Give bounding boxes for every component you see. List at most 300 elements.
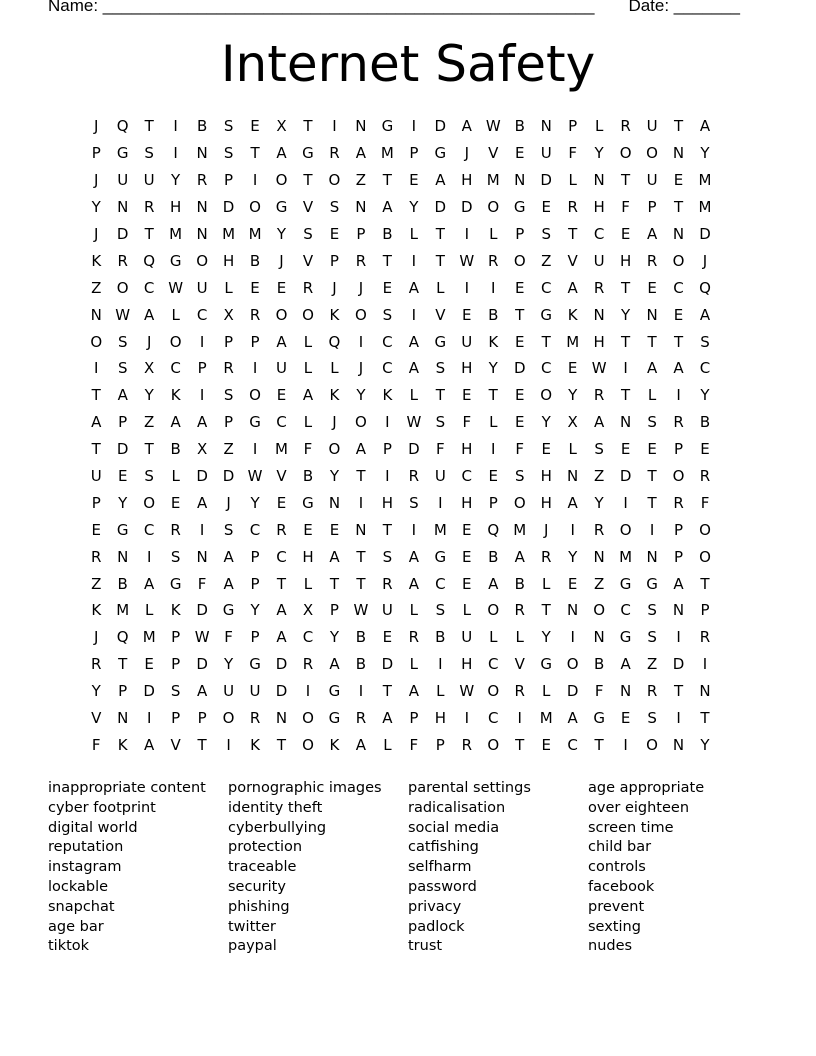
grid-letter: R (699, 467, 711, 486)
grid-letter: P (250, 574, 260, 593)
grid-letter: Z (594, 574, 605, 593)
grid-letter: G (169, 574, 182, 593)
grid-letter: I (252, 171, 258, 190)
grid-letter: M (248, 225, 262, 243)
grid-letter: K (170, 386, 181, 405)
grid-letter: F (409, 735, 419, 754)
grid-letter: M (619, 547, 633, 566)
grid-letter: N (646, 547, 658, 566)
grid-letter: G (619, 628, 632, 647)
grid-letter: O (302, 735, 314, 754)
grid-letter: E (250, 278, 260, 297)
grid-letter: Z (594, 467, 605, 486)
grid-letter: R (620, 117, 631, 136)
grid-letter: T (435, 386, 445, 405)
grid-letter: E (620, 225, 631, 243)
grid-letter: R (540, 547, 552, 566)
grid-letter: N (593, 547, 605, 566)
grid-letter: N (514, 171, 526, 190)
grid-letter: C (567, 735, 578, 754)
grid-letter: A (408, 682, 419, 701)
grid-letter: E (488, 467, 498, 486)
grid-letter: K (329, 305, 340, 324)
grid-letter: P (224, 332, 234, 351)
grid-letter: I (623, 493, 628, 512)
grid-letter: I (517, 709, 522, 728)
grid-letter: R (143, 198, 155, 217)
grid-letter: O (619, 144, 632, 163)
grid-letter: H (461, 440, 473, 459)
grid-letter: A (276, 628, 287, 647)
word-list-item: reputation (48, 839, 124, 856)
grid-letter: U (196, 278, 208, 297)
grid-letter: Y (700, 386, 710, 405)
word-search-grid (83, 113, 745, 758)
word-list-item: cyber footprint (48, 799, 156, 816)
grid-letter: Z (223, 440, 234, 459)
grid-letter: I (676, 386, 681, 405)
grid-letter: E (514, 332, 525, 351)
grid-letter: B (355, 655, 367, 674)
grid-letter: I (491, 440, 496, 459)
grid-letter: Q (116, 628, 129, 647)
grid-letter: C (276, 547, 287, 566)
grid-letter: P (515, 225, 525, 243)
word-list-item: pornographic images (228, 780, 382, 796)
grid-letter: Z (144, 413, 155, 432)
grid-letter: T (621, 278, 631, 297)
grid-letter: A (408, 574, 419, 593)
word-column (48, 779, 228, 957)
grid-letter: A (673, 359, 684, 378)
grid-letter: Y (409, 198, 419, 217)
grid-letter: I (570, 520, 575, 539)
grid-letter: I (385, 467, 390, 486)
grid-letter: H (540, 493, 552, 512)
grid-letter: O (487, 601, 500, 620)
grid-letter: L (303, 413, 313, 432)
grid-letter: Y (594, 144, 604, 163)
grid-letter: I (173, 117, 178, 136)
grid-letter: H (170, 198, 182, 217)
grid-letter: U (646, 171, 658, 190)
grid-letter: B (699, 413, 711, 432)
grid-letter: P (488, 493, 498, 512)
grid-letter: F (621, 198, 630, 217)
grid-letter: C (170, 359, 181, 378)
grid-letter: O (619, 520, 632, 539)
grid-letter: H (593, 198, 605, 217)
grid-letter: E (382, 278, 393, 297)
grid-letter: S (382, 305, 393, 324)
word-list-item: tiktok (48, 938, 90, 955)
grid-letter: E (462, 574, 472, 593)
grid-letter: U (646, 117, 658, 136)
grid-letter: M (142, 628, 156, 647)
grid-letter: H (461, 493, 473, 512)
grid-letter: A (514, 547, 525, 566)
grid-letter: Z (91, 278, 102, 297)
grid-letter: Y (118, 493, 128, 512)
grid-letter: J (94, 171, 99, 190)
grid-row (83, 274, 745, 301)
grid-letter: C (620, 601, 631, 620)
grid-letter: C (302, 628, 314, 647)
grid-letter: L (489, 628, 498, 647)
grid-letter: N (619, 682, 632, 701)
grid-letter: R (382, 574, 393, 593)
grid-letter: M (539, 709, 553, 728)
grid-letter: I (702, 655, 708, 674)
grid-letter: O (672, 467, 685, 486)
grid-letter: E (382, 628, 393, 647)
grid-row (83, 355, 745, 382)
grid-letter: G (116, 520, 129, 539)
grid-letter: O (169, 332, 182, 351)
grid-row (83, 409, 745, 436)
grid-letter: O (355, 413, 367, 432)
grid-letter: D (222, 467, 235, 486)
grid-letter: K (250, 735, 260, 754)
grid-letter: N (593, 171, 605, 190)
grid-letter: Y (276, 225, 287, 243)
grid-letter: I (676, 709, 681, 728)
grid-letter: N (117, 198, 129, 217)
grid-letter: K (329, 735, 340, 754)
grid-letter: S (223, 117, 234, 136)
grid-letter: M (486, 171, 500, 190)
grid-letter: W (485, 117, 501, 136)
grid-letter: S (303, 225, 313, 243)
grid-letter: Y (356, 386, 366, 405)
grid-letter: D (619, 467, 632, 486)
grid-letter: A (567, 709, 578, 728)
grid-letter: X (144, 359, 155, 378)
grid-letter: C (382, 332, 393, 351)
grid-letter: N (672, 144, 685, 163)
grid-letter: D (116, 440, 129, 459)
grid-letter: U (249, 682, 261, 701)
grid-letter: G (540, 655, 553, 674)
grid-letter: A (408, 547, 419, 566)
grid-letter: V (302, 251, 314, 270)
grid-letter: P (171, 628, 181, 647)
grid-letter: R (514, 601, 525, 620)
grid-letter: E (514, 144, 525, 163)
grid-letter: R (593, 520, 605, 539)
grid-letter: P (171, 655, 181, 674)
grid-letter: Y (171, 171, 181, 190)
grid-letter: X (302, 601, 314, 620)
grid-letter: R (461, 735, 473, 754)
grid-letter: P (674, 547, 684, 566)
grid-letter: C (143, 520, 155, 539)
word-list-item: snapchat (48, 898, 115, 915)
grid-letter: I (358, 682, 364, 701)
grid-letter: H (222, 251, 235, 270)
grid-letter: G (540, 305, 553, 324)
grid-letter: I (491, 278, 496, 297)
grid-letter: Y (91, 682, 101, 701)
grid-letter: E (514, 386, 525, 405)
word-list-item: sexting (588, 918, 641, 935)
grid-letter: M (698, 171, 712, 190)
grid-letter: A (488, 574, 499, 593)
grid-letter: Y (541, 413, 551, 432)
grid-letter: N (567, 467, 579, 486)
grid-letter: T (673, 682, 684, 701)
grid-letter: I (623, 359, 628, 378)
grid-letter: N (328, 493, 341, 512)
grid-letter: I (623, 735, 628, 754)
grid-letter: A (276, 601, 287, 620)
grid-letter: A (355, 735, 367, 754)
grid-letter: R (196, 171, 208, 190)
grid-letter: F (568, 144, 577, 163)
grid-letter: U (540, 144, 552, 163)
grid-letter: U (143, 171, 155, 190)
grid-letter: T (144, 117, 154, 136)
grid-letter: T (621, 332, 631, 351)
grid-letter: G (222, 601, 235, 620)
grid-letter: I (332, 117, 337, 136)
grid-letter: I (358, 332, 364, 351)
grid-letter: A (646, 225, 658, 243)
word-list-item: security (228, 878, 286, 895)
grid-letter: L (303, 332, 313, 351)
grid-letter: Y (568, 547, 578, 566)
grid-letter: O (249, 386, 261, 405)
grid-letter: R (593, 278, 605, 297)
grid-letter: A (329, 655, 340, 674)
word-list-item: password (408, 878, 477, 895)
grid-letter: E (409, 171, 419, 190)
grid-letter: P (118, 413, 128, 432)
grid-letter: T (91, 386, 101, 405)
grid-letter: R (249, 709, 261, 728)
grid-letter: J (94, 628, 99, 647)
grid-letter: P (197, 709, 207, 728)
grid-letter: T (621, 386, 631, 405)
grid-letter: R (488, 251, 499, 270)
grid-letter: O (143, 493, 156, 512)
grid-letter: P (197, 359, 207, 378)
grid-letter: E (250, 117, 260, 136)
grid-letter: W (247, 467, 263, 486)
grid-letter: K (91, 601, 102, 620)
word-list-item: age bar (48, 918, 104, 935)
grid-letter: S (541, 225, 551, 243)
grid-letter: S (170, 547, 181, 566)
grid-letter: O (196, 251, 209, 270)
grid-letter: T (435, 225, 445, 243)
grid-letter: R (302, 278, 314, 297)
grid-letter: N (540, 117, 552, 136)
grid-letter: T (515, 735, 525, 754)
grid-letter: W (459, 251, 475, 270)
grid-letter: G (619, 574, 632, 593)
grid-letter: L (171, 305, 180, 324)
grid-letter: H (540, 467, 552, 486)
grid-letter: E (700, 440, 710, 459)
grid-letter: A (117, 386, 128, 405)
grid-letter: O (699, 520, 711, 539)
grid-letter: N (196, 547, 208, 566)
grid-letter: W (168, 278, 184, 297)
grid-letter: H (461, 655, 473, 674)
grid-letter: S (514, 467, 525, 486)
grid-row (83, 113, 745, 140)
grid-letter: Y (621, 305, 631, 324)
grid-letter: S (435, 359, 446, 378)
grid-letter: A (91, 413, 102, 432)
grid-letter: I (464, 278, 470, 297)
grid-letter: D (699, 225, 711, 243)
grid-letter: D (222, 198, 235, 217)
grid-letter: T (673, 117, 684, 136)
grid-letter: D (196, 601, 208, 620)
grid-letter: D (143, 682, 155, 701)
grid-letter: J (464, 144, 470, 163)
grid-letter: S (382, 547, 393, 566)
grid-letter: P (435, 735, 445, 754)
grid-letter: E (144, 655, 154, 674)
grid-letter: P (118, 682, 128, 701)
grid-letter: O (355, 305, 367, 324)
grid-letter: T (382, 171, 392, 190)
grid-letter: Z (91, 574, 102, 593)
grid-letter: G (646, 574, 658, 593)
grid-letter: E (673, 171, 684, 190)
grid-letter: T (276, 574, 287, 593)
grid-letter: A (196, 493, 208, 512)
grid-letter: E (329, 225, 340, 243)
grid-letter: I (226, 735, 231, 754)
grid-letter: N (275, 709, 288, 728)
grid-letter: T (276, 735, 287, 754)
grid-letter: T (647, 467, 657, 486)
grid-letter: T (356, 547, 366, 566)
grid-letter: Y (700, 735, 710, 754)
grid-letter: Y (700, 144, 710, 163)
grid-letter: N (196, 198, 208, 217)
grid-letter: G (116, 144, 129, 163)
grid-letter: R (673, 413, 684, 432)
grid-letter: I (411, 251, 417, 270)
grid-letter: I (385, 413, 390, 432)
grid-letter: O (487, 735, 500, 754)
grid-letter: C (593, 225, 605, 243)
grid-letter: T (700, 574, 710, 593)
grid-letter: L (409, 601, 419, 620)
grid-letter: A (620, 655, 631, 674)
grid-letter: L (647, 386, 657, 405)
grid-letter: E (91, 520, 101, 539)
grid-letter: E (462, 520, 472, 539)
grid-row (83, 194, 745, 221)
grid-letter: W (406, 413, 422, 432)
word-list-item: cyberbullying (228, 819, 327, 836)
grid-letter: P (171, 709, 181, 728)
grid-letter: P (329, 251, 339, 270)
grid-letter: A (276, 144, 287, 163)
grid-letter: S (144, 467, 154, 486)
grid-letter: L (489, 225, 498, 243)
grid-letter: L (542, 682, 551, 701)
grid-letter: A (699, 305, 711, 324)
grid-letter: Y (250, 493, 260, 512)
grid-letter: A (646, 359, 658, 378)
grid-letter: P (674, 520, 684, 539)
grid-letter: O (593, 601, 606, 620)
grid-letter: R (408, 628, 420, 647)
word-list-item: age appropriate (588, 780, 705, 796)
grid-letter: O (487, 682, 500, 701)
grid-letter: A (408, 278, 419, 297)
word-list-item: social media (408, 819, 500, 836)
grid-letter: B (435, 628, 446, 647)
word-list-item: parental settings (408, 780, 531, 796)
grid-letter: N (567, 601, 579, 620)
grid-letter: W (115, 305, 131, 324)
grid-letter: R (249, 305, 261, 324)
grid-letter: L (171, 467, 180, 486)
grid-letter: P (91, 144, 101, 163)
grid-letter: I (411, 520, 417, 539)
grid-letter: E (647, 440, 657, 459)
grid-letter: O (90, 332, 103, 351)
grid-letter: R (223, 359, 234, 378)
grid-letter: L (436, 278, 445, 297)
grid-letter: S (594, 440, 604, 459)
grid-letter: J (94, 225, 99, 243)
grid-letter: I (358, 493, 364, 512)
grid-letter: C (699, 359, 711, 378)
grid-letter: M (380, 144, 394, 163)
grid-letter: C (249, 520, 261, 539)
word-list-item: child bar (588, 839, 652, 856)
grid-letter: I (252, 359, 258, 378)
grid-row (83, 463, 745, 490)
grid-letter: J (358, 359, 364, 378)
grid-letter: A (673, 574, 684, 593)
grid-letter: O (328, 171, 341, 190)
grid-letter: V (170, 735, 181, 754)
grid-letter: S (117, 332, 128, 351)
grid-letter: L (303, 574, 313, 593)
grid-letter: O (513, 493, 526, 512)
grid-letter: R (673, 493, 684, 512)
grid-letter: H (434, 709, 446, 728)
grid-letter: L (409, 655, 419, 674)
grid-letter: X (223, 305, 234, 324)
word-list-item: protection (228, 839, 303, 856)
grid-letter: K (91, 251, 102, 270)
grid-letter: N (646, 305, 658, 324)
grid-letter: J (543, 520, 549, 539)
grid-letter: U (461, 332, 473, 351)
grid-letter: Q (328, 332, 341, 351)
grid-letter: C (276, 413, 287, 432)
grid-letter: I (305, 682, 311, 701)
grid-letter: M (433, 520, 447, 539)
grid-letter: M (222, 225, 236, 243)
grid-row (83, 516, 745, 543)
grid-letter: S (435, 601, 446, 620)
word-list-item: traceable (228, 859, 297, 876)
grid-letter: T (144, 225, 154, 243)
grid-letter: N (699, 682, 711, 701)
